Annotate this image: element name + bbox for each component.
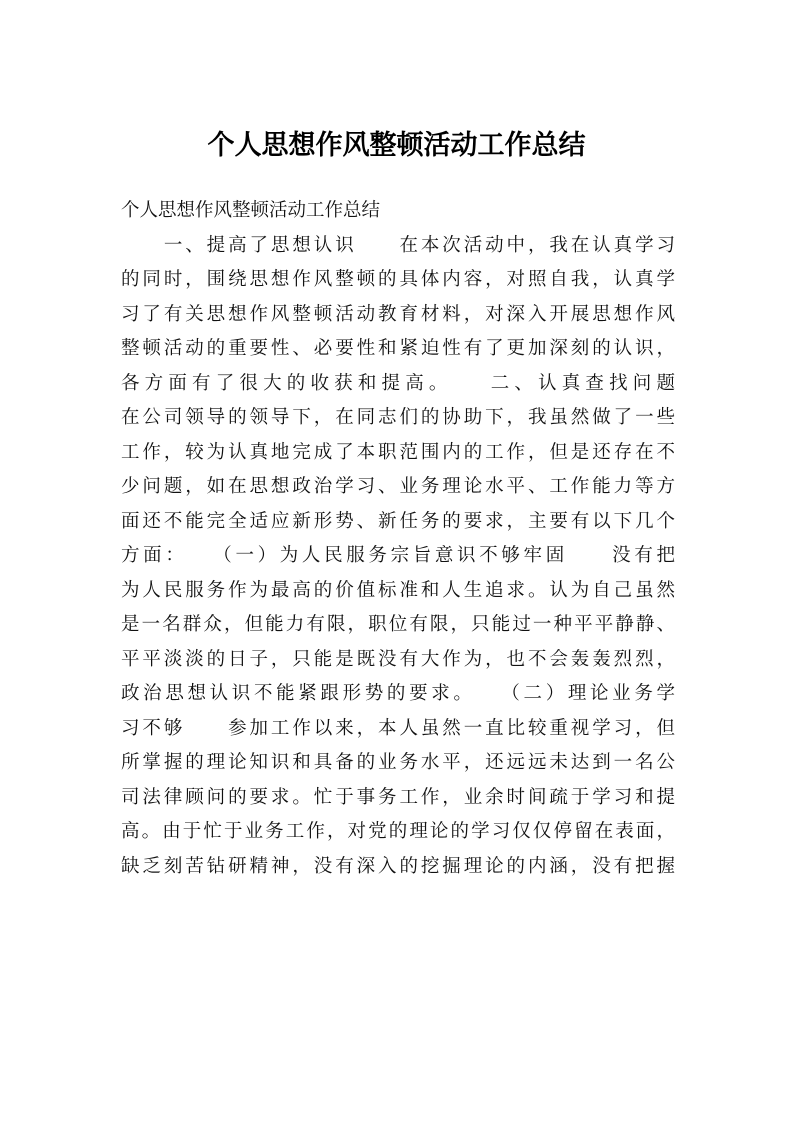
body-line-heading: 个人思想作风整顿活动工作总结 [121,200,381,221]
body-line: 面还不能完全适应新形势、新任务的要求，主要有以下几个 [121,510,675,532]
body-line: 方面： （一）为人民服务宗旨意识不够牢固 没有把 [121,545,675,566]
body-line: 政治思想认识不能紧跟形势的要求。 （二）理论业务学 [121,683,675,704]
body-line: 在公司领导的领导下，在同志们的协助下，我虽然做了一些 [121,407,675,428]
body-line: 一、提高了思想认识 在本次活动中，我在认真学习 [121,234,675,256]
body-line: 是一名群众，但能力有限，职位有限，只能过一种平平静静、 [121,614,675,635]
body-line: 习了有关思想作风整顿活动教育材料，对深入开展思想作风 [121,303,675,325]
body-line: 工作，较为认真地完成了本职范围内的工作，但是还存在不 [121,441,675,463]
body-line: 高。由于忙于业务工作，对党的理论的学习仅仅停留在表面， [121,821,675,842]
body-line: 习不够 参加工作以来，本人虽然一直比较重视学习，但 [121,717,675,739]
body-line: 的同时，围绕思想作风整顿的具体内容，对照自我，认真学 [121,269,675,290]
body-line: 整顿活动的重要性、必要性和紧迫性有了更加深刻的认识， [121,338,675,359]
document-body [121,194,675,884]
body-line: 司法律顾问的要求。忙于事务工作，业余时间疏于学习和提 [121,786,675,808]
body-line: 少问题，如在思想政治学习、业务理论水平、工作能力等方 [121,476,675,497]
body-line: 所掌握的理论知识和具备的业务水平，还远远未达到一名公 [121,752,675,773]
body-line: 为人民服务作为最高的价值标准和人生追求。认为自己虽然 [121,579,675,601]
body-line: 缺乏刻苦钻研精神，没有深入的挖掘理论的内涵，没有把握 [121,855,675,877]
document-title: 个人思想作风整顿活动工作总结 [207,130,586,161]
body-line: 平平淡淡的日子，只能是既没有大作为，也不会轰轰烈烈， [121,648,675,670]
body-line: 各方面有了很大的收获和提高。 二、认真查找问题 [121,372,675,394]
